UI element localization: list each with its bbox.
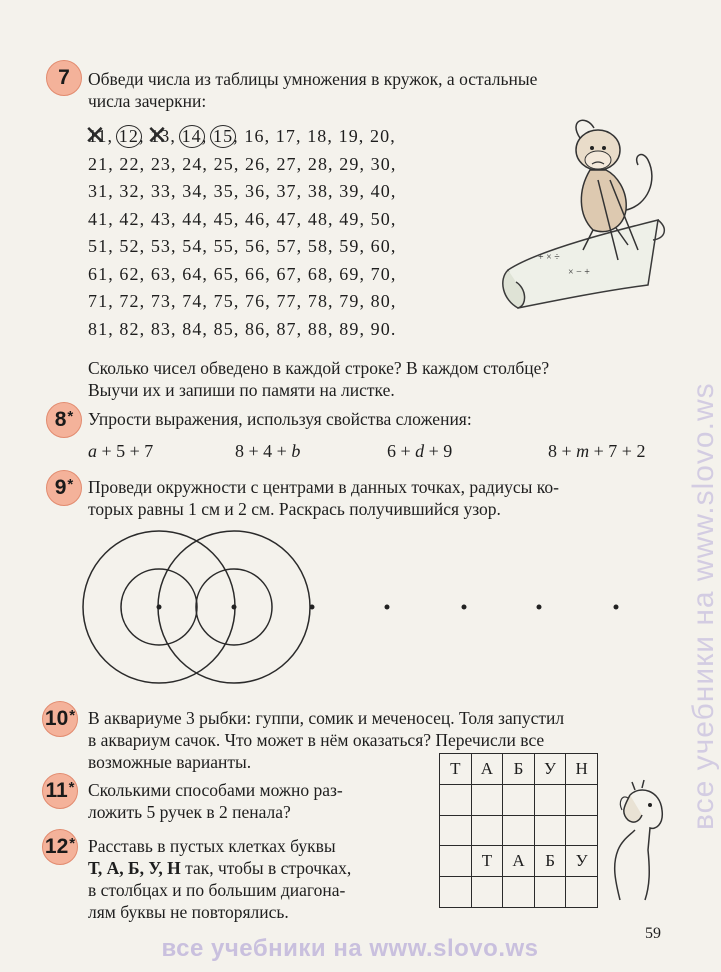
number-cell: 80 xyxy=(370,291,391,311)
letter-grid-row xyxy=(440,754,598,785)
number-cell: 77 xyxy=(276,291,297,311)
number-cell: 41 xyxy=(88,208,109,229)
number-cell: 23 xyxy=(150,153,172,174)
watermark-bottom: все учебники на www.slovo.ws xyxy=(161,935,539,962)
letter-cell: Б xyxy=(503,754,535,785)
star-mark: * xyxy=(67,475,74,493)
task-10-badge xyxy=(42,701,78,737)
number-cell: 45 xyxy=(213,208,234,229)
number-cell: 49 xyxy=(339,208,360,229)
expression-2 xyxy=(235,441,300,462)
number-row: 61, 62, 63, 64, 65, 66, 67, 68, 69, 70, xyxy=(88,263,397,284)
task-8-text: Упрости выражения, используя свойства сложения: xyxy=(88,409,472,429)
task-8-badge xyxy=(46,402,82,438)
number-cell: 34 xyxy=(182,181,203,201)
number-cell: 51 xyxy=(88,236,109,256)
number-cell: 21 xyxy=(88,153,109,174)
task-9-text-line2: торых равны 1 см и 2 см. Раскрась получившийся узор. xyxy=(88,499,501,519)
number-cell: 82 xyxy=(119,318,140,339)
number-cell: 28 xyxy=(307,153,329,174)
number-cell: 68 xyxy=(307,263,329,284)
number-cell: 15 xyxy=(212,126,234,146)
number-cell: 39 xyxy=(339,181,360,201)
number-cell: 65 xyxy=(213,263,234,284)
task-11-text-line1: Сколькими способами можно раз- xyxy=(88,780,343,800)
expression-1 xyxy=(88,441,153,462)
empty-cell xyxy=(566,815,598,846)
number-cell: 85 xyxy=(213,318,234,339)
number-cell: 88 xyxy=(307,318,329,339)
letter-cell: А xyxy=(503,846,535,877)
number-cell: 22 xyxy=(119,153,140,174)
number-cell: 16 xyxy=(244,126,265,146)
empty-cell xyxy=(534,784,566,815)
task-12-text-line3: в столбцах и по большим диагона- xyxy=(88,880,346,900)
number-cell: 36 xyxy=(245,181,266,201)
number-cell: 61 xyxy=(88,263,109,284)
task-10-text-line3: возможные варианты. xyxy=(88,752,252,772)
number-cell: 70 xyxy=(370,263,391,284)
number-cell: 63 xyxy=(150,263,172,284)
task-12-text-line2 xyxy=(88,857,351,879)
empty-cell xyxy=(471,784,503,815)
task-7-text-line1: Обведи числа из таблицы умножения в кружок, а остальные xyxy=(88,69,538,89)
number-cell: 12 xyxy=(118,126,139,146)
number-cell: 69 xyxy=(339,263,360,284)
number-cell: 78 xyxy=(307,291,329,311)
number-cell: 89 xyxy=(339,318,360,339)
number-cell: 35 xyxy=(213,181,234,201)
number-cell: 54 xyxy=(182,236,203,256)
task-12-badge xyxy=(42,829,78,865)
letter-cell: У xyxy=(566,846,598,877)
letter-cell: Т xyxy=(440,754,472,785)
number-cell: 67 xyxy=(276,263,297,284)
number-cell: 86 xyxy=(245,318,266,339)
number-cell: 40 xyxy=(370,181,391,201)
svg-text:× − +: × − + xyxy=(568,267,590,278)
task-7-text-line2: числа зачеркни: xyxy=(88,91,207,111)
number-cell: 72 xyxy=(119,291,140,311)
letter-grid-row xyxy=(440,846,598,877)
number-cell: 66 xyxy=(245,263,266,284)
circles-pattern-figure xyxy=(80,525,640,690)
number-cell: 14 xyxy=(181,126,202,146)
number-cell: 29 xyxy=(339,153,360,174)
empty-cell xyxy=(566,877,598,908)
number-cell: 59 xyxy=(339,236,360,256)
number-row: 81, 82, 83, 84, 85, 86, 87, 88, 89, 90. xyxy=(88,318,397,339)
letters-list: Т, А, Б, У, Н xyxy=(88,858,181,878)
number-cell: 27 xyxy=(276,153,297,174)
number-cell: 31 xyxy=(88,181,109,201)
number-row: 31, 32, 33, 34, 35, 36, 37, 38, 39, 40, xyxy=(88,181,397,201)
number-cell: 18 xyxy=(307,126,328,146)
number-row: 21, 22, 23, 24, 25, 26, 27, 28, 29, 30, xyxy=(88,153,397,174)
empty-cell xyxy=(566,784,598,815)
number-cell: 44 xyxy=(182,208,203,229)
task-number: 11 xyxy=(45,779,68,802)
expression-part: 8 + 4 + xyxy=(235,441,292,461)
number-cell: 90 xyxy=(370,318,391,339)
number-cell: 48 xyxy=(307,208,329,229)
number-cell: 75 xyxy=(213,291,234,311)
task-7-question-line1: Сколько чисел обведено в каждой строке? В каждом столбце? xyxy=(88,358,550,378)
number-cell: 53 xyxy=(150,236,172,256)
page-number: 59 xyxy=(645,925,661,942)
task-9-text-line1: Проведи окружности с центрами в данных точках, радиусы ко- xyxy=(88,477,559,497)
letter-grid-row xyxy=(440,815,598,846)
number-cell: 81 xyxy=(88,318,109,339)
empty-cell xyxy=(534,815,566,846)
task-12-text-line2-rest: так, чтобы в строчках, xyxy=(180,858,352,878)
expression-part: + 5 + 7 xyxy=(97,441,154,461)
number-cell: 32 xyxy=(119,181,140,201)
task-12-text-line4: лям буквы не повторялись. xyxy=(88,902,289,922)
number-cell: 50 xyxy=(370,208,391,229)
expression-3 xyxy=(387,441,452,462)
task-12-text-line1: Расставь в пустых клетках буквы xyxy=(88,836,336,856)
number-cell: 71 xyxy=(88,291,109,311)
number-cell: 38 xyxy=(307,181,329,201)
letter-cell: Т xyxy=(471,846,503,877)
empty-cell xyxy=(440,784,472,815)
task-number: 9 xyxy=(54,476,67,499)
number-cell: 43 xyxy=(150,208,172,229)
task-10-text-line1: В аквариуме 3 рыбки: гуппи, сомик и меченосец. Толя запустил xyxy=(88,708,565,728)
task-10-text-line2: в аквариум сачок. Что может в нём оказаться? Перечисли все xyxy=(88,730,545,750)
number-cell: 60 xyxy=(370,236,391,256)
pony-illustration xyxy=(600,780,670,910)
task-11-badge xyxy=(42,773,78,809)
number-cell: 87 xyxy=(276,318,297,339)
number-cell: 79 xyxy=(339,291,360,311)
letter-cell: Б xyxy=(534,846,566,877)
number-cell: 84 xyxy=(182,318,203,339)
expression-4 xyxy=(548,441,645,462)
number-cell: 20 xyxy=(370,126,391,146)
number-cell: 46 xyxy=(245,208,266,229)
task-7-question-line2: Выучи их и запиши по памяти на листке. xyxy=(88,380,395,400)
expression-part: + 9 xyxy=(424,441,453,461)
number-cell: 55 xyxy=(213,236,234,256)
letter-cell: У xyxy=(534,754,566,785)
number-cell: 19 xyxy=(338,126,359,146)
variable-d: d xyxy=(415,441,425,461)
number-cell: 11 ✕ xyxy=(88,126,108,147)
number-row: 71, 72, 73, 74, 75, 76, 77, 78, 79, 80, xyxy=(88,291,397,311)
number-cell: 83 xyxy=(150,318,172,339)
number-cell: 58 xyxy=(307,236,329,256)
number-cell: 73 xyxy=(150,291,172,311)
letter-grid-row xyxy=(440,877,598,908)
empty-cell xyxy=(440,815,472,846)
number-row: 11 ✕, 12, 13 ✕, 14, 15, 16, 17, 18, 19, 20, xyxy=(88,126,396,147)
variable-a: a xyxy=(88,441,97,461)
task-9-badge xyxy=(46,470,82,506)
star-mark: * xyxy=(69,834,76,852)
star-mark: * xyxy=(69,706,76,724)
empty-cell xyxy=(440,846,472,877)
number-row: 41, 42, 43, 44, 45, 46, 47, 48, 49, 50, xyxy=(88,208,397,229)
task-11-text-line2: ложить 5 ручек в 2 пенала? xyxy=(88,802,291,822)
number-cell: 64 xyxy=(182,263,203,284)
variable-b: b xyxy=(291,441,301,461)
star-mark: * xyxy=(68,778,75,796)
task-number: 10 xyxy=(44,707,69,730)
task-number: 12 xyxy=(44,835,69,858)
task-number: 8 xyxy=(54,408,67,431)
number-cell: 52 xyxy=(119,236,140,256)
empty-cell xyxy=(471,877,503,908)
watermark-side: все учебники на www.slovo.ws xyxy=(687,382,720,830)
empty-cell xyxy=(440,877,472,908)
expression-part: 6 + xyxy=(387,441,416,461)
letter-cell: Н xyxy=(566,754,598,785)
number-cell: 37 xyxy=(276,181,297,201)
number-cell: 24 xyxy=(182,153,203,174)
number-cell: 25 xyxy=(213,153,234,174)
letter-grid-row xyxy=(440,784,598,815)
number-cell: 62 xyxy=(119,263,140,284)
empty-cell xyxy=(503,784,535,815)
monkey-on-scroll-illustration xyxy=(498,110,668,315)
number-cell: 76 xyxy=(245,291,266,311)
expression-part: + 7 + 2 xyxy=(589,441,646,461)
empty-cell xyxy=(471,815,503,846)
number-cell: 33 xyxy=(150,181,172,201)
number-cell: 47 xyxy=(276,208,297,229)
empty-cell xyxy=(503,815,535,846)
letter-grid xyxy=(439,753,598,908)
variable-m: m xyxy=(576,441,590,461)
number-cell: 57 xyxy=(276,236,297,256)
expression-part: 8 + xyxy=(548,441,577,461)
star-mark: * xyxy=(67,407,74,425)
letter-cell: А xyxy=(471,754,503,785)
number-cell: 26 xyxy=(245,153,266,174)
number-row: 51, 52, 53, 54, 55, 56, 57, 58, 59, 60, xyxy=(88,236,397,256)
number-cell: 74 xyxy=(182,291,203,311)
number-cell: 13 ✕ xyxy=(150,126,170,147)
number-cell: 42 xyxy=(119,208,140,229)
number-cell: 17 xyxy=(275,126,296,146)
task-number: 7 xyxy=(58,66,70,89)
number-cell: 56 xyxy=(245,236,266,256)
task-7-badge xyxy=(46,60,82,96)
empty-cell xyxy=(534,877,566,908)
empty-cell xyxy=(503,877,535,908)
svg-text:+ × ÷: + × ÷ xyxy=(538,252,560,263)
number-cell: 30 xyxy=(370,153,391,174)
